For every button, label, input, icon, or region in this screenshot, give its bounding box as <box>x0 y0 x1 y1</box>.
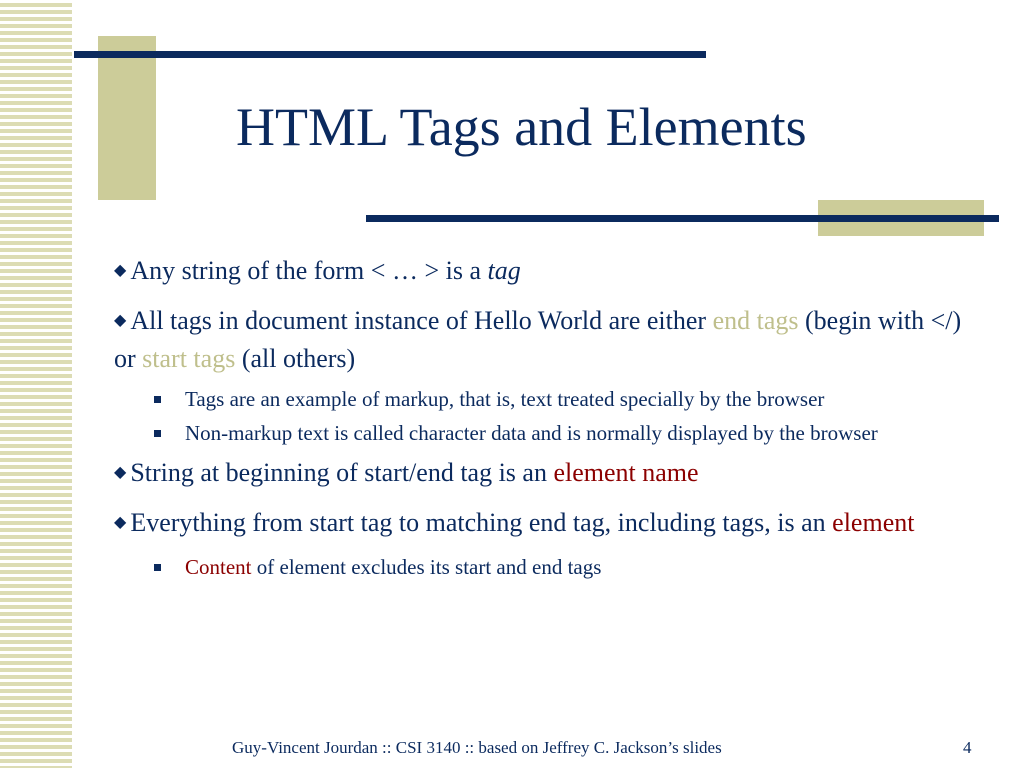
sub-bullet-text: Tags are an example of markup, that is, text treated specially by the browser <box>185 387 825 411</box>
start-tags-term: start tags <box>142 344 236 373</box>
diamond-bullet-icon: ◆ <box>114 514 127 531</box>
bullet-element-name <box>114 456 964 494</box>
square-bullet-icon <box>154 430 161 437</box>
bullet-text: (all others) <box>235 344 356 373</box>
element-term: element <box>832 508 915 537</box>
content-term: Content <box>185 555 252 579</box>
square-bullet-icon <box>154 564 161 571</box>
diamond-bullet-icon: ◆ <box>114 262 127 279</box>
slide-title: HTML Tags and Elements <box>236 97 807 157</box>
sub-bullet-text: of element excludes its start and end tags <box>251 555 602 579</box>
element-name-term: element name <box>553 458 699 487</box>
page-number: 4 <box>963 738 972 757</box>
square-bullet-icon <box>154 396 161 403</box>
bullet-text: All tags in document instance of Hello World are either <box>130 306 713 335</box>
bottom-rule-line <box>366 215 999 222</box>
sub-bullet-character-data <box>114 418 964 448</box>
diamond-bullet-icon: ◆ <box>114 312 127 329</box>
striped-margin-decoration <box>0 0 72 768</box>
top-rule-line <box>74 51 706 58</box>
slide-footer: Guy-Vincent Jourdan :: CSI 3140 :: based on Jeffrey C. Jackson’s slides <box>232 738 722 757</box>
sub-bullet-markup <box>114 384 964 414</box>
bullet-end-start-tags <box>114 304 964 376</box>
tag-term: tag <box>487 256 521 285</box>
bullet-text: (begin with </) or <box>114 306 962 373</box>
bullet-element <box>114 506 964 544</box>
bullet-text: String at beginning of start/end tag is an <box>130 458 554 487</box>
sub-bullet-content <box>114 552 964 582</box>
diamond-bullet-icon: ◆ <box>114 464 127 481</box>
end-tags-term: end tags <box>712 306 799 335</box>
sub-bullet-text: Non-markup text is called character data and is normally displayed by the browser <box>185 421 878 445</box>
bullet-tag-definition <box>114 254 964 292</box>
slide-body <box>114 254 964 590</box>
bullet-text: Everything from start tag to matching end tag, including tags, is an <box>130 508 833 537</box>
top-accent-block <box>98 36 156 200</box>
bullet-text: Any string of the form < … > is a <box>130 256 488 285</box>
